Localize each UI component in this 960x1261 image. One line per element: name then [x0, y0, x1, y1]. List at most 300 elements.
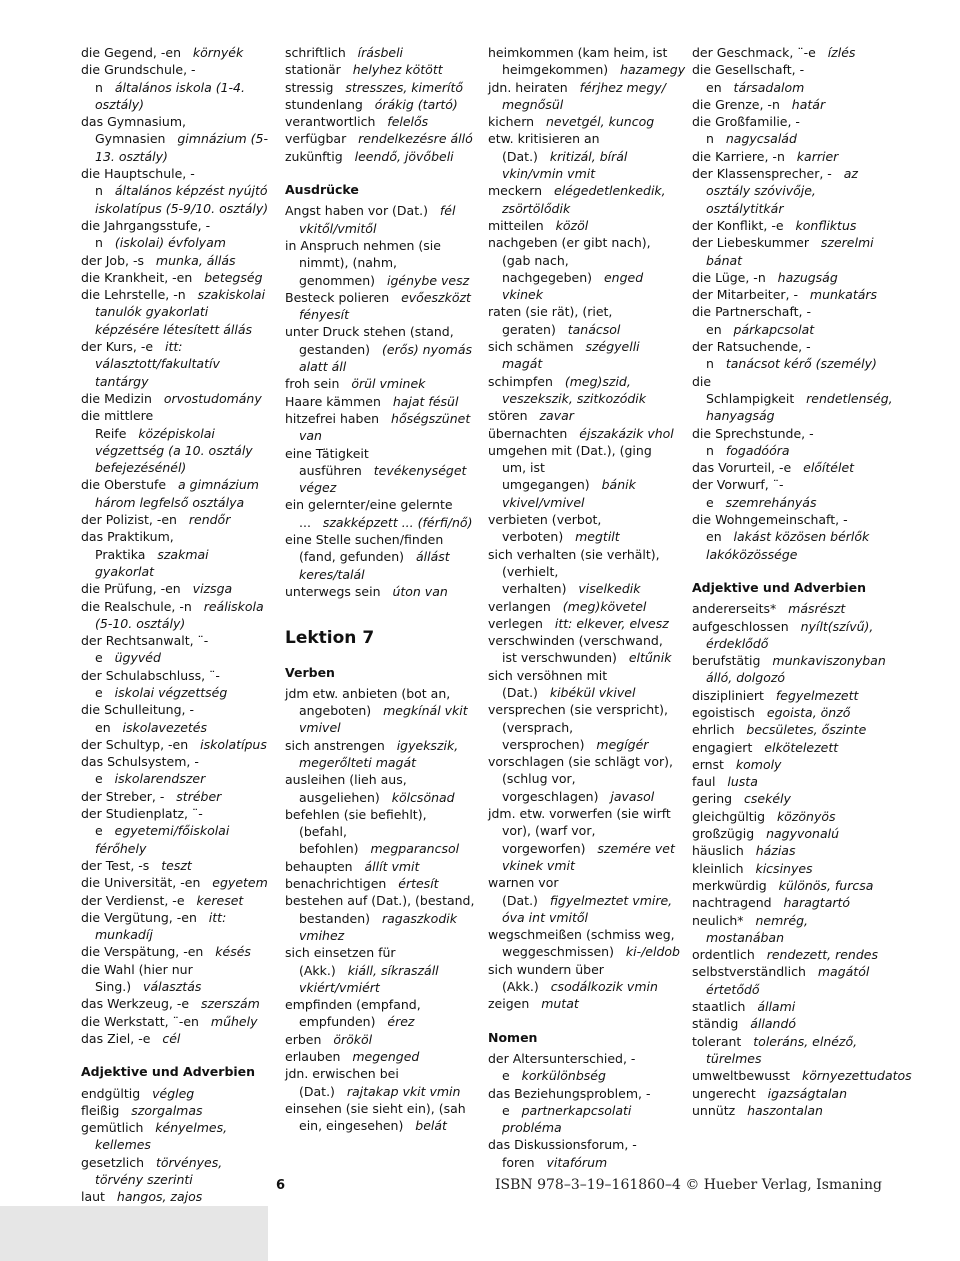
vocab-entry [81, 165, 271, 217]
hungarian-translation: másrészt [788, 601, 846, 617]
hungarian-translation: enged vkinek [502, 269, 644, 303]
vocab-entry [285, 892, 475, 944]
hungarian-translation: csodálkozik vmin [550, 979, 658, 995]
vocab-entry [285, 1031, 475, 1048]
vocab-entry [488, 598, 678, 615]
german-term: die Prüfung, -en [81, 581, 181, 597]
hungarian-translation: mutat [541, 996, 579, 1012]
hungarian-translation: úton van [392, 583, 448, 599]
hungarian-translation: stréber [176, 788, 222, 804]
german-term: der Rechtsanwalt, ¨-e [81, 633, 209, 666]
vocab-entry [81, 667, 271, 702]
vocab-column-2 [285, 44, 475, 1135]
german-term: das Werkzeug, -e [81, 996, 190, 1012]
vocab-entry [692, 946, 882, 963]
hungarian-translation: (iskolai) évfolyam [114, 235, 226, 251]
hungarian-translation: megkínál vkit vmivel [299, 703, 468, 736]
vocab-entry [81, 217, 271, 252]
german-term: faul [692, 774, 716, 790]
german-term: stressig [285, 79, 334, 95]
german-term: zukünftig [285, 148, 343, 164]
hungarian-translation: műhely [210, 1013, 258, 1029]
german-term: die Karriere, -n [692, 148, 785, 164]
german-term: die Partnerschaft, -en [692, 304, 812, 337]
hungarian-translation: megígér [596, 736, 649, 752]
page-number: 6 [276, 1178, 286, 1193]
hungarian-translation: hazugság [777, 269, 838, 285]
vocab-entry [81, 44, 271, 61]
hungarian-translation: rendőr [188, 512, 231, 528]
hungarian-translation: csekély [744, 791, 791, 807]
vocab-entry [488, 373, 678, 408]
german-term: gering [692, 791, 733, 807]
hungarian-translation: nyílt(szívű), érdeklődő [706, 618, 874, 651]
vocab-entry [285, 858, 475, 875]
hungarian-translation: tanácsol [567, 321, 621, 337]
german-term: verlangen [488, 598, 551, 614]
vocab-entry [81, 113, 271, 165]
german-term: sich verhalten (sie verhält), (verhielt, verhalten) [488, 546, 660, 597]
german-term: stundenlang [285, 96, 363, 112]
vocab-entry [488, 701, 678, 753]
vocab-entry [488, 79, 678, 114]
hungarian-translation: szerszám [200, 996, 260, 1012]
german-term: verantwortlich [285, 114, 376, 130]
vocab-entry [488, 338, 678, 373]
hungarian-translation: állandó [750, 1016, 797, 1032]
hungarian-translation: érez [387, 1014, 415, 1030]
hungarian-translation: (erős) nyomás alatt áll [299, 341, 473, 375]
hungarian-translation: orvostudomány [163, 390, 262, 406]
german-term: warnen vor (Dat.) [488, 875, 559, 908]
german-term: sich schämen [488, 339, 574, 355]
hungarian-translation: férjhez megy/ megnősül [502, 79, 666, 112]
hungarian-translation: magától értetődő [706, 964, 870, 997]
german-term: der Polizist, -en [81, 512, 177, 528]
vocab-entry [488, 805, 678, 874]
german-term: verlegen [488, 615, 543, 631]
vocab-entry [692, 773, 882, 790]
vocab-entry [285, 496, 475, 531]
german-term: das Diskussionsforum, -foren [488, 1137, 637, 1170]
german-term: gesetzlich [81, 1154, 145, 1170]
hungarian-translation: éjszakázik vhol [579, 425, 674, 441]
german-term: stationär [285, 62, 341, 78]
hungarian-translation: előítélet [803, 460, 855, 476]
german-term: der Schultyp, -en [81, 736, 189, 752]
hungarian-translation: becsületes, őszinte [746, 722, 867, 738]
german-term: verbieten (verbot, verboten) [488, 512, 602, 545]
vocab-entry [81, 252, 271, 269]
vocab-entry [692, 860, 882, 877]
hungarian-translation: reáliskola (5-10. osztály) [95, 598, 264, 631]
hungarian-translation: írásbeli [357, 45, 404, 60]
german-term: die Gegend, -en [81, 45, 181, 60]
hungarian-translation: örül vminek [351, 376, 426, 392]
german-term: übernachten [488, 425, 568, 441]
german-term: bestehen auf (Dat.), (bestand, bestanden) [285, 893, 475, 926]
vocab-entry [285, 202, 475, 237]
german-term: verfügbar [285, 131, 347, 147]
german-term: die Schulleitung, -en [81, 702, 194, 735]
german-term: die Krankheit, -en [81, 269, 193, 285]
vocab-entry [488, 1136, 678, 1171]
hungarian-translation: gimnázium (5-13. osztály) [95, 131, 268, 164]
vocab-entry [692, 286, 882, 303]
hungarian-translation: fegyelmezett [775, 687, 859, 703]
vocab-entry [285, 393, 475, 410]
hungarian-translation: szemrehányás [725, 494, 817, 510]
hungarian-translation: szakmai gyakorlat [95, 546, 209, 579]
hungarian-translation: szégyelli magát [502, 339, 640, 372]
hungarian-translation: kritizál, bírál vkin/vmin vmit [502, 148, 628, 182]
hungarian-translation: rendetlenség, hanyagság [706, 390, 893, 424]
vocab-entry [488, 546, 678, 598]
german-term: die Jahrgangsstufe, -n [81, 217, 211, 251]
vocab-entry [81, 580, 271, 597]
vocab-entry [692, 687, 882, 704]
hungarian-translation: helyhez kötött [352, 62, 443, 78]
hungarian-translation: javasol [610, 788, 655, 804]
vocab-entry [692, 338, 882, 373]
vocab-entry [692, 652, 886, 687]
german-term: etw. kritisieren an (Dat.) [488, 131, 600, 164]
vocab-entry [692, 1067, 912, 1084]
vocab-entry [285, 96, 475, 113]
hungarian-translation: korkülönbség [521, 1068, 606, 1084]
vocab-entry [692, 721, 882, 738]
hungarian-translation: haragtartó [783, 895, 851, 911]
german-term: die Gesellschaft, -en [692, 62, 805, 95]
vocab-entry [81, 407, 271, 476]
german-term: das Vorurteil, -e [692, 460, 792, 476]
hungarian-translation: törvényes, törvény szerinti [95, 1154, 223, 1187]
hungarian-translation: konfliktus [795, 217, 857, 233]
vocab-entry [285, 1048, 475, 1065]
vocab-entry [692, 1102, 882, 1119]
vocab-entry [285, 771, 475, 806]
german-term: eine Stelle suchen/finden (fand, gefunden) [285, 532, 444, 565]
hungarian-translation: (meg)követel [562, 598, 647, 614]
german-term: ordentlich [692, 947, 755, 963]
vocab-entry [285, 737, 475, 772]
german-term: das Beziehungsproblem, -e [488, 1085, 651, 1118]
german-term: die Oberstufe [81, 477, 167, 493]
german-term: der Verdienst, -e [81, 892, 185, 908]
german-term: nachtragend [692, 895, 772, 911]
german-term: gleichgültig [692, 808, 766, 824]
hungarian-translation: állást keres/talál [299, 549, 450, 582]
hungarian-translation: belát [415, 1118, 447, 1134]
vocab-entry [692, 739, 882, 756]
vocab-entry [692, 234, 882, 269]
german-term: umweltbewusst [692, 1068, 791, 1084]
german-term: großzügig [692, 826, 755, 842]
hungarian-translation: lusta [727, 774, 758, 790]
hungarian-translation: viselkedik [578, 581, 641, 597]
vocab-entry [692, 790, 882, 807]
hungarian-translation: párkapcsolat [733, 321, 815, 337]
hungarian-translation: lakást közösen bérlők lakóközössége [706, 529, 870, 562]
hungarian-translation: szorgalmas [131, 1102, 203, 1118]
hungarian-translation: általános iskola (1-4. osztály) [95, 79, 245, 112]
hungarian-translation: ízlés [827, 45, 856, 60]
hungarian-translation: nagycsalád [725, 131, 797, 147]
hungarian-translation: szerelmi bánat [706, 235, 874, 268]
vocab-entry [692, 600, 882, 617]
hungarian-translation: környezettudatos [802, 1068, 912, 1084]
german-term: einsehen (sie sieht ein), (sah ein, eingesehen) [285, 1100, 466, 1134]
german-term: meckern [488, 183, 543, 199]
german-term: neulich* [692, 912, 744, 928]
german-term: mitteilen [488, 217, 544, 233]
german-term: Besteck polieren [285, 289, 390, 305]
hungarian-translation: (meg)szid, veszekszik, szitkozódik [502, 373, 647, 406]
vocab-entry [81, 788, 271, 805]
german-term: der Kurs, -e [81, 339, 154, 355]
german-term: Angst haben vor (Dat.) [285, 203, 428, 219]
german-term: in Anspruch nehmen (sie nimmt), (nahm, genommen) [285, 237, 441, 288]
footer-gray-block [0, 1206, 268, 1261]
german-term: jdn. erwischen bei (Dat.) [285, 1066, 399, 1099]
hungarian-translation: kölcsönad [391, 789, 455, 805]
vocab-entry [488, 995, 678, 1012]
vocab-entry [488, 511, 678, 546]
german-term: die Schlampigkeit [692, 373, 795, 406]
hungarian-translation: iskolai végzettség [114, 684, 228, 700]
hungarian-translation: választás [143, 979, 202, 995]
german-term: die Lüge, -n [692, 269, 766, 285]
german-term: der Altersunterschied, -e [488, 1050, 636, 1084]
vocab-entry [81, 909, 271, 944]
hungarian-translation: haszontalan [747, 1102, 823, 1118]
vocab-entry [285, 685, 475, 737]
isbn-line: ISBN 978–3–19–161860–4 © Hueber Verlag, Ismaning [494, 1177, 882, 1193]
hungarian-translation: kicsinyes [755, 860, 813, 876]
german-term: ein gelernter/eine gelernte ... [285, 497, 453, 530]
vocab-entry [81, 390, 271, 407]
vocab-entry [488, 632, 678, 667]
hungarian-translation: hangos, zajos [116, 1189, 203, 1205]
hungarian-translation: elkötelezett [764, 739, 839, 755]
german-term: ehrlich [692, 722, 735, 738]
hungarian-translation: állít vmit [364, 858, 420, 874]
vocab-entry [692, 113, 882, 148]
vocab-entry [81, 857, 271, 874]
hungarian-translation: toleráns, elnéző, türelmes [706, 1033, 858, 1066]
hungarian-translation: kényelmes, kellemes [95, 1120, 228, 1153]
german-term: das Ziel, -e [81, 1030, 151, 1046]
hungarian-translation: szemére vet vkinek vmit [502, 840, 675, 873]
hungarian-translation: itt: munkadíj [95, 909, 227, 943]
vocab-entry [692, 894, 882, 911]
vocab-entry [285, 130, 475, 147]
hungarian-translation: betegség [204, 269, 263, 285]
hungarian-translation: nevetgél, kuncog [545, 114, 655, 130]
vocab-entry [285, 113, 475, 130]
vocab-entry [81, 943, 271, 960]
german-term: andererseits* [692, 601, 777, 617]
hungarian-translation: megtilt [575, 529, 620, 545]
vocab-entry [488, 44, 686, 79]
german-term: schimpfen [488, 373, 553, 389]
vocab-entry [692, 269, 882, 286]
german-term: der Studienplatz, ¨-e [81, 806, 203, 839]
hungarian-translation: rajtakap vkit vmin [346, 1083, 461, 1099]
german-term: das Praktikum, Praktika [81, 529, 174, 562]
vocab-entry [81, 528, 271, 580]
vocab-entry [285, 875, 475, 892]
hungarian-translation: nagyvonalú [766, 826, 840, 842]
hungarian-translation: fogadóóra [725, 442, 790, 458]
vocab-entry [81, 1119, 271, 1154]
hungarian-translation: késés [215, 944, 251, 960]
german-term: jdm etw. anbieten (bot an, angeboten) [285, 685, 451, 719]
vocab-entry [488, 234, 678, 303]
german-term: die Grundschule, -n [81, 62, 196, 95]
vocab-entry [285, 806, 475, 858]
german-term: die Sprechstunde, -n [692, 425, 814, 458]
hungarian-translation: igyekszik, megerőlteti magát [299, 737, 459, 770]
german-term: der Job, -s [81, 252, 144, 268]
german-term: sich einsetzen für (Akk.) [285, 945, 396, 978]
vocab-entry [81, 632, 271, 667]
vocab-entry [488, 926, 678, 961]
vocab-entry [81, 995, 271, 1012]
vocab-column-4 [692, 44, 912, 1119]
german-term: sich wundern über (Akk.) [488, 961, 604, 995]
german-term: der Ratsuchende, -n [692, 339, 811, 372]
hungarian-translation: örököl [333, 1031, 373, 1047]
german-term: ausleihen (lieh aus, ausgeliehen) [285, 772, 407, 805]
vocab-entry [81, 805, 271, 857]
vocab-entry [692, 476, 882, 511]
german-term: die Wohngemeinschaft, -en [692, 512, 848, 545]
german-term: kleinlich [692, 860, 744, 876]
vocab-entry [692, 459, 882, 476]
german-term: die Hauptschule, -n [81, 166, 195, 199]
hungarian-translation: hajat fésül [392, 393, 459, 409]
hungarian-translation: egyetemi/főiskolai férőhely [95, 823, 230, 856]
vocab-entry [692, 165, 882, 217]
vocab-entry [81, 874, 271, 891]
vocab-entry [488, 113, 678, 130]
hungarian-translation: házias [755, 843, 796, 859]
vocab-entry [488, 442, 678, 511]
hungarian-translation: itt: választott/fakultatív tantárgy [95, 339, 220, 389]
german-term: erben [285, 1031, 322, 1047]
hungarian-translation: végleg [152, 1085, 195, 1101]
vocab-entry [692, 825, 882, 842]
vocab-entry [285, 289, 475, 324]
hungarian-translation: figyelmeztet vmire, óva int vmitől [502, 892, 673, 925]
hungarian-translation: itt: elkever, elvesz [554, 615, 669, 631]
hungarian-translation: az osztály szóvivője, osztálytitkár [706, 166, 858, 216]
german-term: diszipliniert [692, 687, 764, 703]
vocab-entry [285, 996, 475, 1031]
vocab-entry [81, 1085, 271, 1102]
german-term: sich versöhnen mit (Dat.) [488, 667, 608, 700]
german-term: die Wahl (hier nur Sing.) [81, 961, 193, 995]
vocab-entry [285, 323, 475, 375]
hungarian-translation: igénybe vesz [386, 272, 470, 288]
vocab-entry [488, 182, 678, 217]
section-heading: Ausdrücke [285, 182, 359, 198]
hungarian-translation: környék [192, 45, 244, 60]
hungarian-translation: bánik vkivel/vmivel [502, 477, 636, 510]
vocab-entry [285, 410, 475, 445]
vocab-entry [285, 61, 475, 78]
hungarian-translation: kiáll, síkraszáll vkiért/vmiért [299, 962, 439, 995]
german-term: gemütlich [81, 1120, 144, 1136]
hungarian-translation: vizsga [192, 581, 233, 597]
german-term: berufstätig [692, 653, 761, 669]
hungarian-translation: közöl [555, 217, 589, 233]
hungarian-translation: hőségszünet van [299, 410, 471, 444]
vocab-entry [81, 892, 271, 909]
german-term: verschwinden (verschwand, ist verschwunden) [488, 633, 663, 666]
hungarian-translation: fél vkitől/vmitől [299, 203, 456, 236]
vocab-entry [692, 44, 882, 61]
german-term: der Vorwurf, ¨-e [692, 477, 784, 510]
hungarian-translation: kereset [196, 892, 244, 908]
vocab-entry [285, 1065, 475, 1100]
vocab-entry [692, 704, 882, 721]
german-term: unnütz [692, 1102, 736, 1118]
german-term: tolerant [692, 1033, 742, 1049]
hungarian-translation: a gimnázium három legfelső osztálya [95, 477, 259, 510]
german-term: laut [81, 1189, 105, 1205]
german-term: benachrichtigen [285, 876, 387, 892]
german-term: fleißig [81, 1102, 120, 1118]
german-term: versprechen (sie verspricht), (versprach, versprochen) [488, 702, 668, 752]
german-term: die Großfamilie, -n [692, 114, 800, 147]
hungarian-translation: eltűnik [628, 650, 672, 666]
hungarian-translation: teszt [161, 857, 192, 873]
vocab-entry [692, 511, 882, 563]
vocab-entry [692, 373, 893, 425]
vocab-column-1 [81, 44, 271, 1240]
vocab-entry [488, 407, 678, 424]
vocab-entry [692, 912, 882, 947]
german-term: stören [488, 408, 528, 424]
vocab-entry [692, 842, 882, 859]
hungarian-translation: stresszes, kimerítő [345, 79, 464, 95]
german-term: kichern [488, 114, 535, 130]
hungarian-translation: munkatárs [809, 287, 878, 303]
vocab-entry [488, 615, 678, 632]
german-term: endgültig [81, 1085, 141, 1101]
hungarian-translation: iskolatípus [200, 736, 267, 752]
section-heading: Nomen [488, 1029, 538, 1045]
hungarian-translation: partnerkapcsolati probléma [502, 1102, 632, 1136]
german-term: das Schulsystem, -e [81, 754, 199, 787]
german-term: die Medizin [81, 390, 152, 406]
vocab-entry [285, 944, 475, 996]
german-term: die Grenze, -n [692, 96, 780, 112]
german-term: zeigen [488, 996, 530, 1012]
hungarian-translation: egoista, önző [766, 704, 851, 720]
hungarian-translation: munka, állás [155, 252, 236, 268]
hungarian-translation: megparancsol [370, 841, 460, 857]
hungarian-translation: rendezett, rendes [766, 947, 878, 963]
vocab-entry [81, 61, 271, 113]
vocab-entry [692, 1085, 882, 1102]
hungarian-translation: határ [791, 96, 826, 112]
german-term: unterwegs sein [285, 583, 381, 599]
german-term: egoistisch [692, 704, 755, 720]
german-term: die Lehrstelle, -n [81, 287, 186, 303]
